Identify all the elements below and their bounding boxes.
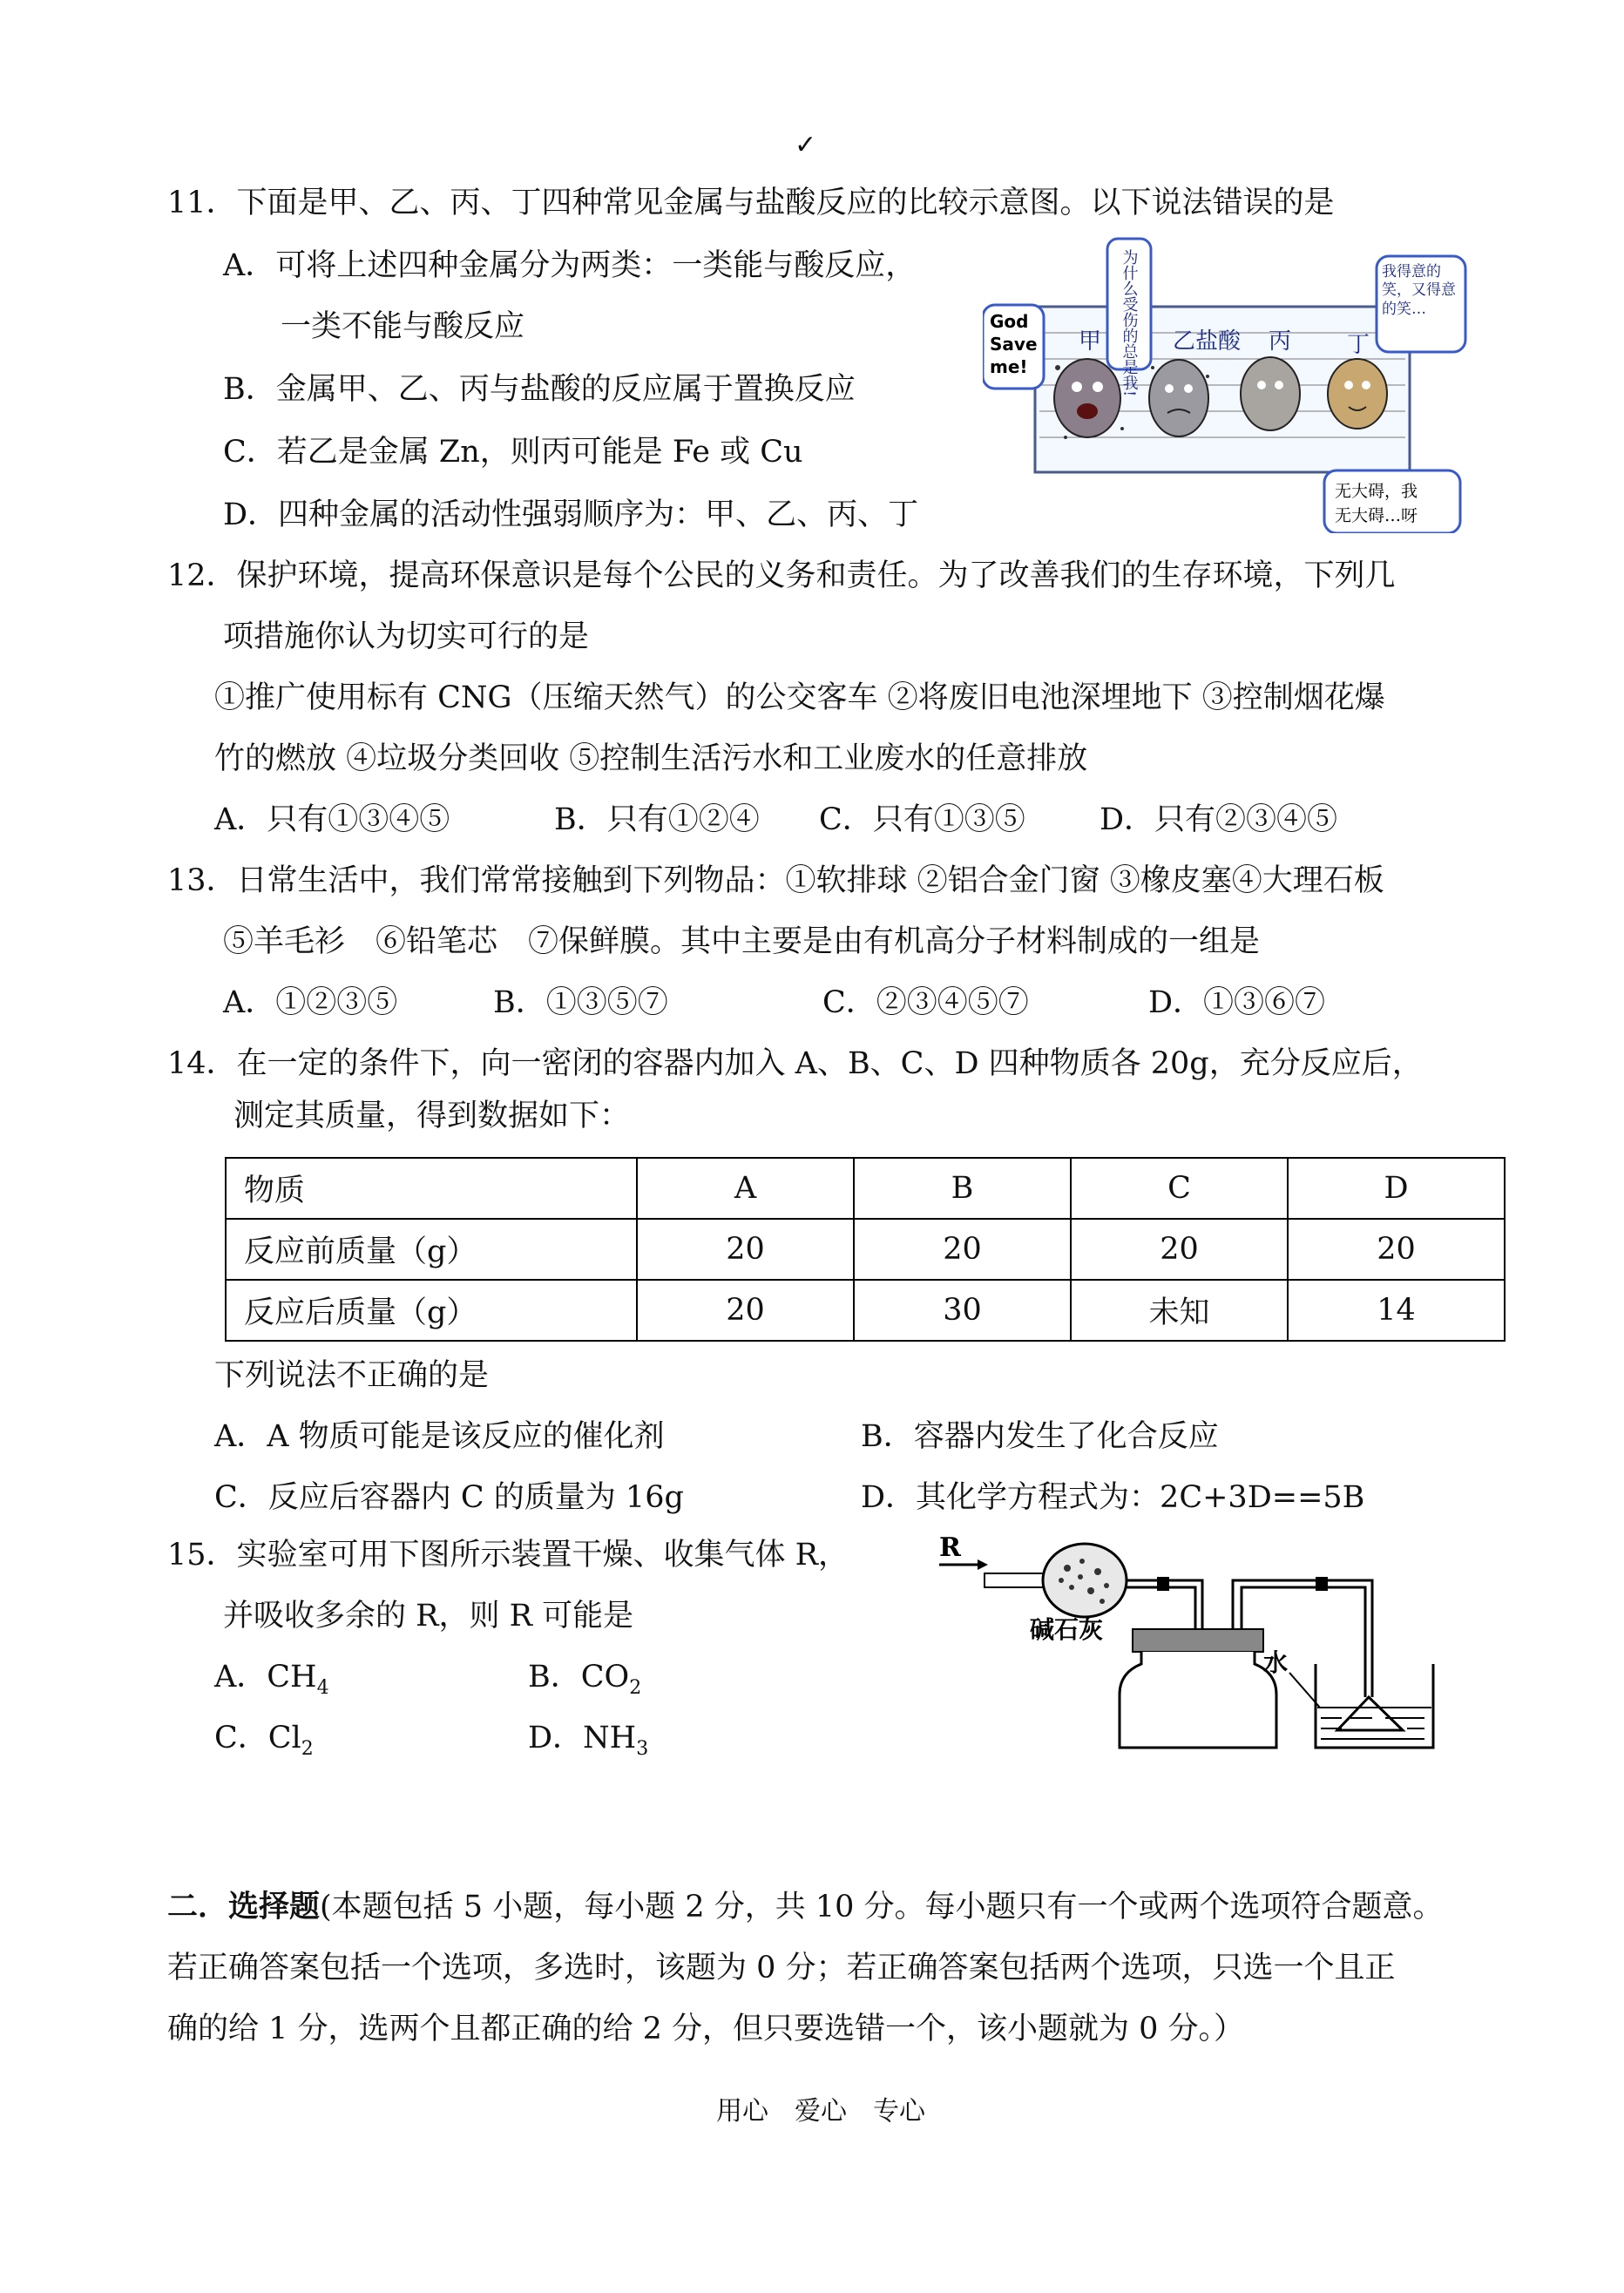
q11-option-a-cont: 一类不能与酸反应	[281, 309, 525, 344]
label-ding: 丁	[1347, 332, 1370, 358]
q12-option-c: C．只有①③⑤	[819, 802, 1025, 837]
q13-option-a: A．①②③⑤	[223, 985, 398, 1020]
metal-ding	[1328, 359, 1387, 429]
bubble-ok-2: 无大碍…呀	[1335, 506, 1418, 525]
checkmark: ✓	[795, 130, 817, 160]
q14-option-d: D．其化学方程式为：2C+3D==5B	[861, 1480, 1365, 1515]
q13-option-d: D．①③⑥⑦	[1148, 985, 1326, 1020]
q12-stem-1: 12．保护环境，提高环保意识是每个公民的义务和责任。为了改善我们的生存环境，下列几	[167, 558, 1396, 593]
label-r: R	[939, 1533, 961, 1563]
q14-stem-2: 测定其质量，得到数据如下：	[233, 1099, 631, 1133]
section2-line-1: 二．选择题(本题包括 5 小题，每小题 2 分，共 10 分。每小题只有一个或两个选项符合题意。	[167, 1889, 1444, 1924]
table-cell: 30	[854, 1280, 1071, 1341]
table-cell: 20	[1071, 1219, 1288, 1280]
q11-option-d: D．四种金属的活动性强弱顺序为：甲、乙、丙、丁	[223, 497, 919, 532]
q14-option-a: A．A 物质可能是该反应的催化剂	[214, 1419, 665, 1454]
table-cell: 20	[1288, 1219, 1505, 1280]
table-cell: B	[854, 1158, 1071, 1219]
metal-jia	[1054, 359, 1120, 437]
q12-option-b: B．只有①②④	[554, 802, 760, 837]
table-row	[226, 1280, 1505, 1341]
q15-option-d: D．$NH_3$	[528, 1721, 649, 1760]
bubble-smile: 我得意的笑，又得意的笑…	[1382, 263, 1456, 318]
bubble-god-3: me!	[990, 356, 1028, 377]
q12-option-d: D．只有②③④⑤	[1100, 802, 1338, 837]
q12-option-a: A．只有①③④⑤	[214, 802, 450, 837]
table-cell: 反应前质量（g）	[226, 1219, 637, 1280]
q14-data-table	[225, 1157, 1506, 1342]
table-cell: 14	[1288, 1280, 1505, 1341]
q14-option-b: B．容器内发生了化合反应	[861, 1419, 1219, 1454]
table-cell: 20	[854, 1219, 1071, 1280]
label-lime: 碱石灰	[1030, 1615, 1104, 1644]
q13-option-b: B．①③⑤⑦	[493, 985, 668, 1020]
bubble-god-2: Save	[990, 334, 1038, 355]
label-water: 水	[1263, 1648, 1289, 1677]
q14-prompt: 下列说法不正确的是	[214, 1358, 490, 1393]
q15-stem-2: 并吸收多余的 R，则 R 可能是	[223, 1599, 634, 1634]
q15-option-c: C．$Cl_2$	[214, 1721, 314, 1760]
table-row	[226, 1219, 1505, 1280]
bubble-god-1: God	[990, 311, 1029, 332]
table-row	[226, 1158, 1505, 1219]
q14-stem-1: 14．在一定的条件下，向一密闭的容器内加入 A、B、C、D 四种物质各 20g，充分反应后，	[167, 1046, 1423, 1081]
section2-line-3: 确的给 1 分，选两个且都正确的给 2 分，但只要选错一个，该小题就为 0 分。）	[167, 2012, 1245, 2046]
q11-option-c: C．若乙是金属 Zn，则丙可能是 Fe 或 Cu	[223, 435, 803, 470]
table-cell: 未知	[1071, 1280, 1288, 1341]
table-cell: 20	[637, 1219, 854, 1280]
q13-stem-2: ⑤羊毛衫 ⑥铅笔芯 ⑦保鲜膜。其中主要是由有机高分子材料制成的一组是	[223, 924, 1261, 959]
q11-metals-acid-figure	[983, 237, 1471, 533]
table-cell: 物质	[226, 1158, 637, 1219]
section2-line-2: 若正确答案包括一个选项，多选时，该题为 0 分；若正确答案包括两个选项，只选一个且正	[167, 1951, 1396, 1985]
q13-option-c: C．②③④⑤⑦	[822, 985, 1029, 1020]
q11-stem: 11．下面是甲、乙、丙、丁四种常见金属与盐酸反应的比较示意图。以下说法错误的是	[167, 186, 1335, 220]
q12-items-2: 竹的燃放 ④垃圾分类回收 ⑤控制生活污水和工业废水的任意排放	[214, 741, 1088, 776]
q15-option-a: A．$CH_4$	[214, 1660, 329, 1699]
q13-stem-1: 13．日常生活中，我们常常接触到下列物品：①软排球 ②铝合金门窗 ③橡皮塞④大理石板	[167, 863, 1384, 898]
page-footer: 用心 爱心 专心	[716, 2096, 925, 2127]
bubble-ok-1: 无大碍，我	[1335, 482, 1418, 501]
q15-stem-1: 15．实验室可用下图所示装置干燥、收集气体 R，	[167, 1538, 849, 1573]
table-cell: C	[1071, 1158, 1288, 1219]
table-cell: 20	[637, 1280, 854, 1341]
q12-items-1: ①推广使用标有 CNG（压缩天然气）的公交客车 ②将废旧电池深埋地下 ③控制烟花爆	[214, 680, 1385, 715]
q11-option-b: B．金属甲、乙、丙与盐酸的反应属于置换反应	[223, 372, 856, 407]
q14-option-c: C．反应后容器内 C 的质量为 16g	[214, 1480, 684, 1515]
q12-stem-2: 项措施你认为切实可行的是	[223, 619, 590, 654]
label-bing: 丙	[1269, 328, 1292, 355]
q15-option-b: B．$CO_2$	[528, 1660, 642, 1699]
bubble-why: 为什么受伤的总是我!	[1120, 249, 1139, 397]
table-cell: D	[1288, 1158, 1505, 1219]
metal-yi	[1149, 360, 1208, 436]
metal-bing	[1241, 357, 1300, 430]
table-cell: A	[637, 1158, 854, 1219]
q11-option-a: A．可将上述四种金属分为两类：一类能与酸反应，	[223, 248, 917, 283]
section2-title: 二．选择题	[167, 1889, 321, 1924]
q15-apparatus-figure	[932, 1533, 1490, 1751]
table-cell: 反应后质量（g）	[226, 1280, 637, 1341]
label-jia: 甲	[1079, 328, 1102, 355]
label-yi-acid: 乙盐酸	[1173, 328, 1242, 355]
